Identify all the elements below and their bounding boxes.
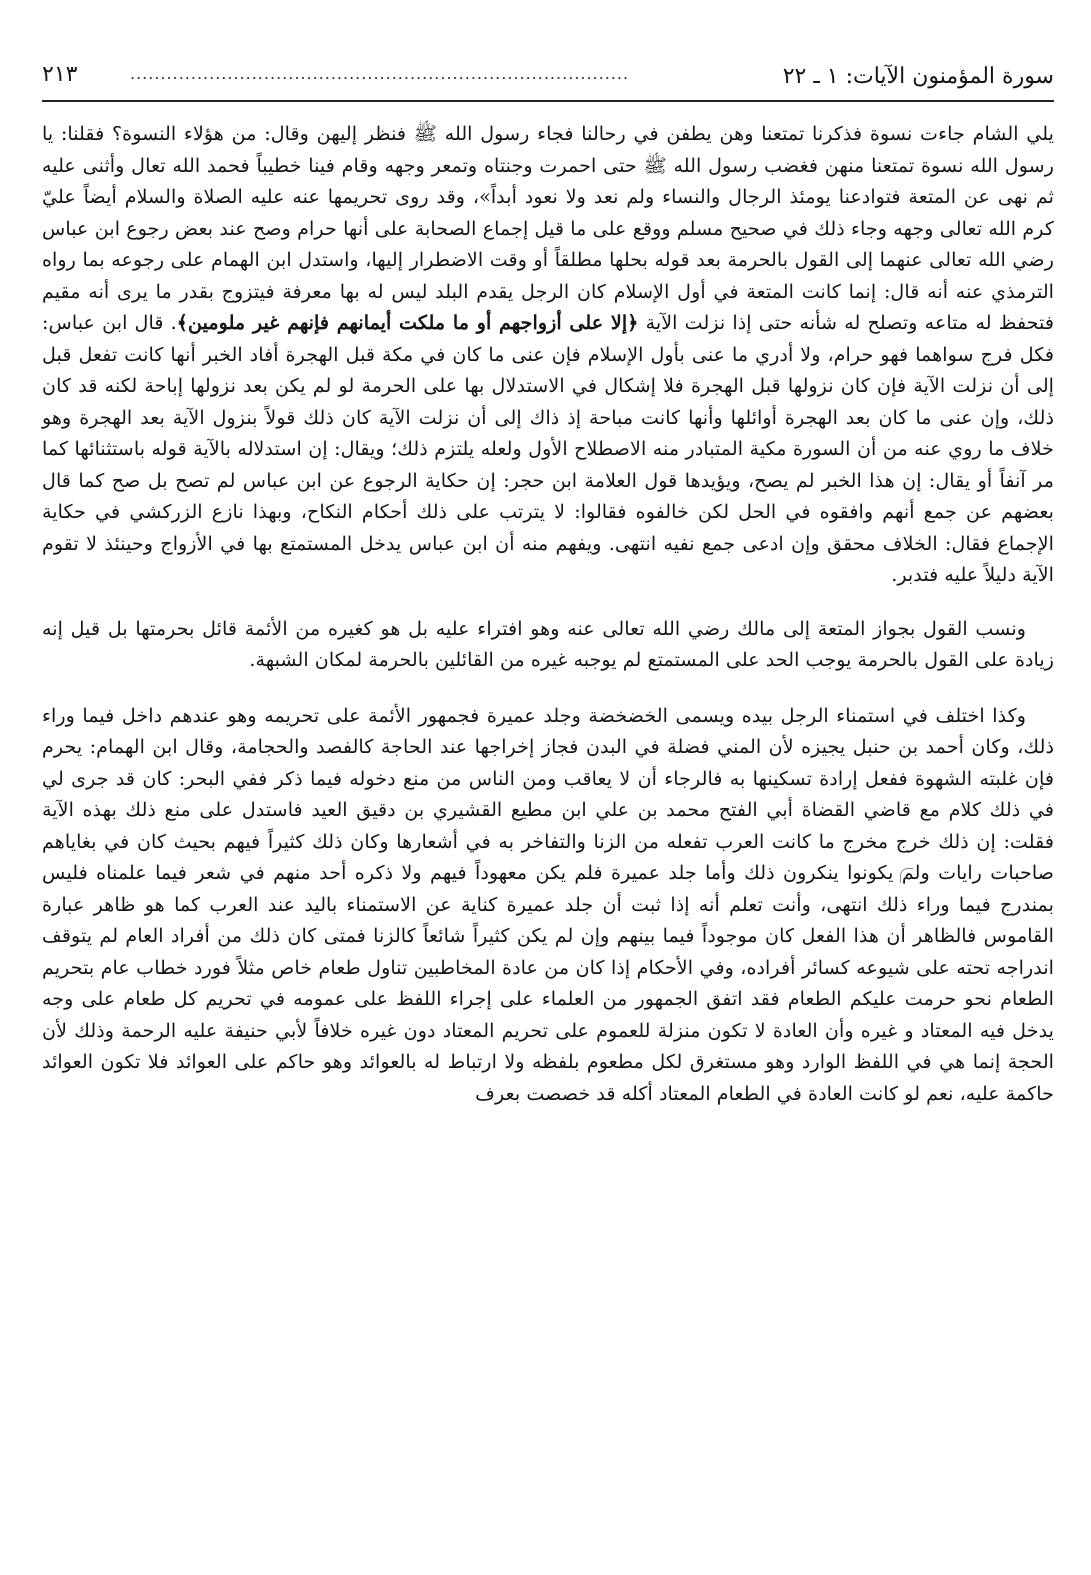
paragraph-text: يلي الشام جاءت نسوة فذكرنا تمتعنا وهن يطفن في رحالنا فجاء رسول الله ﷺ فنظر إليهن وقال: من هؤلاء النسوة؟ فقلنا: يا رسول الله نسوة تمتعنا منهن فغضب رسول الله ﷺ حتى احمرت وجنتاه وتمعر وجهه وقام فينا خطيباً فحمد الله تعال وأثنى عليه ثم نهى عن المتعة فتوادعنا يومئذ الرجال والنساء ولم نعد ولا نعود أبداً»، وقد روى تحريمها عنه عليه الصلاة والسلام أيضاً عليّ كرم الله تعالى وجهه وجاء ذلك في صحيح مسلم ووقع على ما قيل إجماع الصحابة على أنها حرام وصح عند بعض رجوع ابن عباس رضي الله تعالى عنهما إلى القول بالحرمة بعد قوله بحلها مطلقاً أو وقت الاضطرار إليها، واستدل ابن الهمام على رجوعه بما رواه الترمذي عنه أنه قال: إنما كانت المتعة في أول الإسلام كان الرجل يقدم البلد ليس له بها معرفة فيتزوج بقدر ما يرى أنه مقيم فتحفظ له متاعه وتصلح له شأنه حتى إذا نزلت الآية — [42, 122, 1054, 334]
document-page — [42, 56, 1054, 1556]
margin-pencil-mark — [900, 868, 913, 883]
body-paragraph: وكذا اختلف في استمناء الرجل بيده ويسمى الخضخضة وجلد عميرة فجمهور الأئمة على تحريمه وهو عندهم داخل فيما وراء ذلك، وكان أحمد بن حنبل يجيزه لأن المني فضلة في البدن فجاز إخراجها عند الحاجة كالفصد والحجامة، وقال ابن الهمام: يحرم فإن غلبته الشهوة ففعل إرادة تسكينها به فالرجاء أن لا يعاقب ومن الناس من منع دخوله فيما ذكر ففي البحر: كان قد جرى لي في ذلك كلام مع قاضي القضاة أبي الفتح محمد بن علي ابن مطيع القشيري بن دقيق العيد فاستدل على منع ذلك بهذه الآية فقلت: إن ذلك خرج مخرج ما كانت العرب تفعله من الزنا والتفاخر به في أشعارها وكان ذلك كثيراً فيهم بحيث كان في بغاياهم صاحبات رايات ولم يكونوا ينكرون ذلك وأما جلد عميرة فلم يكن معهوداً فيهم ولا ذكره أحد منهم في شعر فيما علمناه فليس بمندرج فيما وراء ذلك انتهى، وأنت تعلم أنه إذا ثبت أن جلد عميرة كناية عن الاستمناء باليد عند العرب كما هو ظاهر عبارة القاموس فالظاهر أن هذا الفعل كان موجوداً فيما بينهم وإن لم يكن كثيراً شائعاً كالزنا فمتى كان ذلك من أفراد العام لم يتوقف اندراجه تحته على شيوعه كسائر أفراده، وفي الأحكام إذا كان من عادة المخاطبين تناول طعام خاص مثلاً فورد خطاب عام بتحريم الطعام نحو حرمت عليكم الطعام فقد اتفق الجمهور من العلماء على إجراء اللفظ على عمومه في تحريم كل طعام على وجه يدخل فيه المعتاد و غيره وأن العادة لا تكون منزلة للعموم على تحريم المعتاد دون غيره خلافاً لأبي حنيفة عليه الرحمة وذلك لأن الحجة إنما هي في اللفظ الوارد وهو مستغرق لكل مطعوم بلفظه ولا ارتباط له بالعوائد وهو حاكم على العوائد فلا تكون العوائد حاكمة عليه، نعم لو كانت العادة في الطعام المعتاد أكله قد خصصت بعرف — [42, 703, 1054, 1105]
body-paragraph: ونسب القول بجواز المتعة إلى مالك رضي الله تعالى عنه وهو افتراء عليه بل هو كغيره من الأئمة قائل بحرمتها بل قيل إنه زيادة على القول بالحرمة يوجب الحد على المستمتع لم يوجبه غيره من القائلين بالحرمة لمكان الشبهة. — [42, 616, 1054, 671]
leader-dots: .................................................................................. — [130, 64, 630, 83]
body-paragraph — [42, 118, 1054, 591]
quran-verse-quote: ﴿إلا على أزواجهم أو ما ملكت أيمانهم فإنهم غير ملومين﴾ — [176, 311, 639, 334]
paragraph-text: . قال ابن عباس: فكل فرج سواهما فهو حرام، ولا أدري ما عنى بأول الإسلام فإن عنى ما كان في مكة قبل الهجرة أفاد الخبر أنها كانت تفعل قبل إلى أن نزلت الآية فإن كان نزولها قبل الهجرة فلا إشكال في الاستدلال بها على الحرمة لو لم يكن بعد نزولها إباحة لكنه قد كان ذلك، وإن عنى ما كان بعد الهجرة أوائلها وأنها كانت مباحة إذ ذاك إلى أن نزلت الآية كان ذلك قولاً بنزول الآية بعد الهجرة وهو خلاف ما روي عنه من أن السورة مكية المتبادر منه الاصطلاح الأول ولعله يلتزم ذلك؛ ويقال: إن استدلاله بالآية قوله باستثنائها كما مر آنفاً أو يقال: إن هذا الخبر لم يصح، ويؤيدها قول العلامة ابن حجر: إن حكاية الرجوع عن ابن عباس لم تصح بل صح كما قال بعضهم عن جمع أنهم وافقوه في الحل لكن خالفوه فقالوا: لا يترتب على ذلك أحكام النكاح، وبهذا نازع الزركشي في حكاية الإجماع فقال: الخلاف محقق وإن ادعى جمع نفيه انتهى. ويفهم منه أن ابن عباس يدخل المستمتع بها في الأزواج وحينئذ لا تقوم الآية دليلاً عليه فتدبر. — [42, 311, 1054, 586]
page-header — [42, 56, 1054, 102]
running-title: سورة المؤمنون الآيات: ١ ـ ٢٢ — [782, 64, 1054, 89]
page-number: ٢١٣ — [42, 62, 78, 87]
